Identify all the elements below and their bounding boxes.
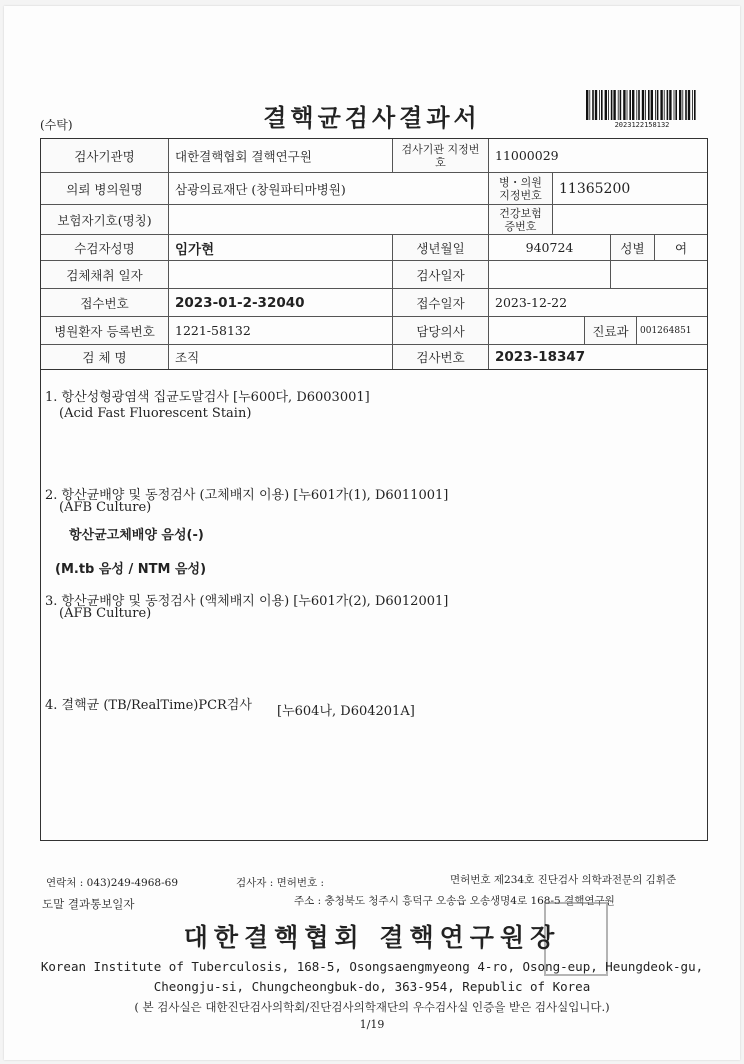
- institution-label: 검사기관명: [41, 139, 169, 173]
- patient-info-table: [40, 138, 708, 370]
- notify-date-text: 도말 결과통보일자: [42, 897, 135, 911]
- dept-label: 진료과: [585, 317, 637, 345]
- english-address-line1: Korean Institute of Tuberculosis, 168-5, Osongsaengmyeong 4-ro, Osong-eup, Heungdeok-gu,: [40, 959, 704, 974]
- test-no-value: 2023-18347: [495, 349, 586, 365]
- birth-value: 940724: [489, 235, 611, 261]
- clinic-code-value: 11365200: [553, 173, 707, 205]
- test-no-label: 검사번호: [393, 345, 489, 369]
- patient-name-label: 수검자성명: [41, 235, 169, 261]
- sex-value: 여: [655, 235, 707, 261]
- requester-value: 삼광의료재단 (창원파티마병원): [169, 173, 489, 205]
- doctor-label: 담당의사: [393, 317, 489, 345]
- organization-name: 대한결핵협회 결핵연구원장: [183, 923, 561, 952]
- barcode: [586, 90, 698, 120]
- test-date-extra: [611, 261, 707, 289]
- insurer-label: 보험자기호(명칭): [41, 205, 169, 235]
- sex-label: 성별: [611, 235, 655, 261]
- test1-subtitle: (Acid Fast Fluorescent Stain): [59, 406, 252, 421]
- test3-title: 3. 항산균배양 및 동정검사 (액체배지 이용) [누601가(2), D6012001]: [45, 594, 449, 609]
- certification-note: ( 본 검사실은 대한진단검사의학회/진단검사의학재단의 우수검사실 인증을 받은 검사실입니다.): [134, 1000, 610, 1014]
- test-date-label: 검사일자: [393, 261, 489, 289]
- test4-code: [누604나, D604201A]: [277, 704, 415, 719]
- hospital-no-label: 병원환자 등록번호: [41, 317, 169, 345]
- insurer-value: [169, 205, 489, 235]
- page-number: 1/19: [359, 1018, 385, 1031]
- dept-value: 001264851: [637, 317, 707, 345]
- patient-name-value: 임가현: [169, 235, 393, 261]
- test3-subtitle: (AFB Culture): [59, 606, 152, 621]
- test2-result-detail: (M.tb 음성 / NTM 음성): [55, 562, 207, 577]
- clinic-code-label: 병・의원 지정번호: [489, 173, 553, 205]
- english-address-line2: Cheongju-si, Chungcheongbuk-do, 363-954, Republic of Korea: [153, 979, 591, 994]
- specimen-value: 조직: [169, 345, 393, 369]
- test4-title: 4. 결핵균 (TB/RealTime)PCR검사: [45, 698, 252, 713]
- test2-result: 항산균고체배양 음성(-): [69, 528, 204, 543]
- barcode-number: 2023122158132: [614, 121, 670, 129]
- copy-label: (수탁): [40, 118, 73, 132]
- health-card-value: [553, 205, 707, 235]
- birth-label: 생년월일: [393, 235, 489, 261]
- contact-text: 연락처 : 043)249-4968-69: [46, 877, 178, 889]
- receipt-date-label: 접수일자: [393, 289, 489, 317]
- institution-code-value: 11000029: [489, 139, 707, 173]
- results-section: [40, 368, 708, 841]
- collect-date-label: 검체채취 일자: [41, 261, 169, 289]
- test2-subtitle: (AFB Culture): [59, 500, 152, 515]
- document-title: 결핵균검사결과서: [263, 103, 481, 132]
- inspector-text: 검사자 : 면허번호 :: [236, 877, 325, 889]
- doctor-value: [489, 317, 585, 345]
- receipt-no-value: 2023-01-2-32040: [169, 289, 393, 317]
- hospital-no-value: 1221-58132: [169, 317, 393, 345]
- test-date-value: [489, 261, 611, 289]
- institution-value: 대한결핵협회 결핵연구원: [169, 139, 393, 173]
- address-text: 주소 : 충청북도 청주시 흥덕구 오송읍 오송생명4로 168-5 결핵연구원: [294, 895, 615, 907]
- institution-code-label: 검사기관 지정번호: [393, 139, 489, 173]
- test2-title: 2. 항산균배양 및 동정검사 (고체배지 이용) [누601가(1), D6011001]: [45, 488, 449, 503]
- requester-label: 의뢰 병의원명: [41, 173, 169, 205]
- health-card-label: 건강보험 증번호: [489, 205, 553, 235]
- collect-date-value: [169, 261, 393, 289]
- specimen-label: 검 체 명: [41, 345, 169, 369]
- receipt-date-value: 2023-12-22: [489, 289, 707, 317]
- document-page: [4, 6, 740, 1060]
- receipt-no-label: 접수번호: [41, 289, 169, 317]
- test1-title: 1. 항산성형광염색 집균도말검사 [누600다, D6003001]: [45, 390, 370, 405]
- license-text: 면허번호 제234호 진단검사 의학과전문의 김휘준: [450, 874, 677, 886]
